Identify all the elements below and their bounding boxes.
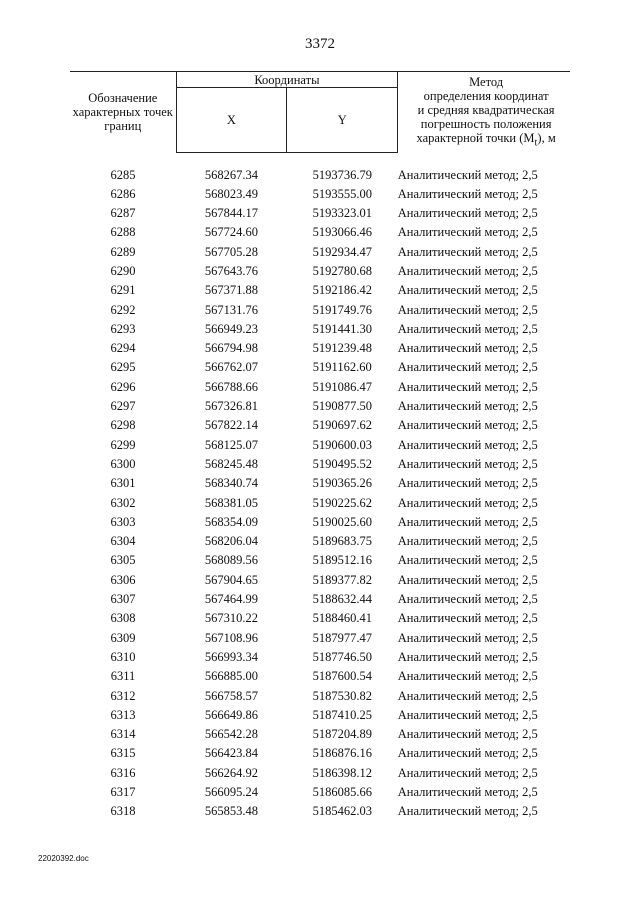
y-coordinate: 5190877.50: [312, 399, 372, 414]
table-body: [70, 153, 570, 822]
header-method-line: погрешность положения: [420, 116, 552, 131]
x-coordinate: 566095.24: [204, 785, 258, 799]
x-coordinate: 568206.04: [204, 534, 258, 549]
header-x: X: [176, 88, 287, 153]
method-value: Аналитический метод; 2,5: [397, 688, 538, 703]
header-method-line: [402, 131, 570, 151]
method-value: Аналитический метод; 2,5: [397, 514, 538, 529]
x-coordinate: 566649.86: [204, 707, 258, 722]
table-row: [70, 243, 570, 262]
point-number: 6311: [110, 669, 136, 684]
method-value: Аналитический метод; 2,5: [397, 360, 538, 375]
point-number: 6300: [110, 456, 136, 471]
table-row: [70, 378, 570, 397]
x-coordinate: 567844.17: [204, 206, 258, 221]
method-value: Аналитический метод; 2,5: [397, 785, 538, 799]
y-coordinate: 5186398.12: [312, 765, 372, 780]
x-coordinate: 568354.09: [204, 514, 258, 529]
table-row: [70, 667, 570, 686]
table-row: [70, 783, 570, 802]
point-number: 6301: [110, 476, 136, 491]
point-number: 6298: [110, 418, 136, 433]
point-number: 6318: [110, 804, 136, 819]
method-value: Аналитический метод; 2,5: [397, 283, 538, 298]
table-row: [70, 416, 570, 435]
header-method-prefix: характерной точки (M: [416, 130, 535, 145]
x-coordinate: 568245.48: [204, 456, 258, 471]
table-row: [70, 397, 570, 416]
point-number: 6313: [110, 707, 136, 722]
x-coordinate: 567643.76: [204, 263, 258, 278]
table-row: [70, 744, 570, 763]
y-coordinate: 5191239.48: [312, 341, 372, 356]
table-row: [70, 609, 570, 628]
table-row: [70, 648, 570, 667]
y-coordinate: 5189512.16: [312, 553, 372, 568]
header-method-suffix: ), м: [537, 130, 556, 145]
point-number: 6285: [110, 167, 136, 182]
point-number: 6286: [110, 186, 136, 201]
x-coordinate: 566762.07: [204, 360, 258, 375]
y-coordinate: 5187977.47: [312, 630, 372, 645]
x-coordinate: 566423.84: [204, 746, 258, 761]
method-value: Аналитический метод; 2,5: [397, 399, 538, 414]
x-coordinate: 566885.00: [204, 669, 258, 684]
header-coordinates: Координаты: [176, 72, 398, 88]
y-coordinate: 5192186.42: [312, 283, 372, 298]
method-value: Аналитический метод; 2,5: [397, 244, 538, 259]
table-row: [70, 513, 570, 532]
x-coordinate: 567131.76: [204, 302, 258, 317]
point-number: 6293: [110, 321, 136, 336]
method-value: Аналитический метод; 2,5: [397, 669, 538, 684]
method-value: Аналитический метод; 2,5: [397, 746, 538, 761]
header-method-line: Метод: [469, 74, 504, 89]
point-number: 6310: [110, 649, 136, 664]
x-coordinate: 567904.65: [204, 572, 258, 587]
header-y: Y: [287, 88, 398, 153]
x-coordinate: 566758.57: [204, 688, 258, 703]
y-coordinate: 5190495.52: [312, 456, 372, 471]
x-coordinate: 566993.34: [204, 649, 258, 664]
y-coordinate: 5190697.62: [312, 418, 372, 433]
point-number: 6306: [110, 572, 136, 587]
method-value: Аналитический метод; 2,5: [397, 379, 538, 394]
y-coordinate: 5187410.25: [312, 707, 372, 722]
point-number: 6305: [110, 553, 136, 568]
y-coordinate: 5185462.03: [312, 804, 372, 819]
y-coordinate: 5191749.76: [312, 302, 372, 317]
coordinates-table: [70, 71, 570, 822]
method-value: Аналитический метод; 2,5: [397, 321, 538, 336]
x-coordinate: 568125.07: [204, 437, 258, 452]
y-coordinate: 5191162.60: [312, 360, 372, 375]
header-point-designation: Обозначение характерных точек границ: [70, 72, 176, 153]
table-row: [70, 474, 570, 493]
point-number: 6288: [110, 225, 136, 240]
method-value: Аналитический метод; 2,5: [397, 456, 538, 471]
table-row: [70, 764, 570, 783]
method-value: Аналитический метод; 2,5: [397, 495, 538, 510]
y-coordinate: 5189683.75: [312, 534, 372, 549]
method-value: Аналитический метод; 2,5: [397, 649, 538, 664]
y-coordinate: 5186876.16: [312, 746, 372, 761]
point-number: 6303: [110, 514, 136, 529]
point-number: 6289: [110, 244, 136, 259]
y-coordinate: 5192780.68: [312, 263, 372, 278]
method-value: Аналитический метод; 2,5: [397, 553, 538, 568]
table-row: [70, 301, 570, 320]
method-value: Аналитический метод; 2,5: [397, 341, 538, 356]
method-value: Аналитический метод; 2,5: [397, 611, 538, 626]
table-row: [70, 262, 570, 281]
table-row: [70, 339, 570, 358]
point-number: 6316: [110, 765, 136, 780]
y-coordinate: 5187204.89: [312, 727, 372, 742]
point-number: 6291: [110, 283, 136, 298]
x-coordinate: 567108.96: [204, 630, 258, 645]
table-header: [70, 72, 570, 153]
method-value: Аналитический метод; 2,5: [397, 263, 538, 278]
method-value: Аналитический метод; 2,5: [397, 534, 538, 549]
x-coordinate: 566794.98: [204, 341, 258, 356]
x-coordinate: 567705.28: [204, 244, 258, 259]
table-row: [70, 706, 570, 725]
x-coordinate: 566788.66: [204, 379, 258, 394]
point-number: 6314: [110, 727, 136, 742]
x-coordinate: 568023.49: [204, 186, 258, 201]
x-coordinate: 566264.92: [204, 765, 258, 780]
table-row: [70, 281, 570, 300]
x-coordinate: 567310.22: [204, 611, 258, 626]
point-number: 6309: [110, 630, 136, 645]
x-coordinate: 568267.34: [204, 167, 258, 182]
point-number: 6295: [110, 360, 136, 375]
y-coordinate: 5186085.66: [312, 785, 372, 799]
method-value: Аналитический метод; 2,5: [397, 225, 538, 240]
y-coordinate: 5187746.50: [312, 649, 372, 664]
y-coordinate: 5191086.47: [312, 379, 372, 394]
method-value: Аналитический метод; 2,5: [397, 186, 538, 201]
point-number: 6290: [110, 263, 136, 278]
point-number: 6287: [110, 206, 136, 221]
method-value: Аналитический метод; 2,5: [397, 592, 538, 607]
header-method: [398, 72, 570, 153]
method-value: Аналитический метод; 2,5: [397, 707, 538, 722]
y-coordinate: 5190025.60: [312, 514, 372, 529]
table-row: [70, 629, 570, 648]
point-number: 6297: [110, 399, 136, 414]
method-value: Аналитический метод; 2,5: [397, 437, 538, 452]
table-row: [70, 185, 570, 204]
table-row: [70, 725, 570, 744]
method-value: Аналитический метод; 2,5: [397, 206, 538, 221]
point-number: 6292: [110, 302, 136, 317]
x-coordinate: 568340.74: [204, 476, 258, 491]
method-value: Аналитический метод; 2,5: [397, 804, 538, 819]
point-number: 6296: [110, 379, 136, 394]
method-value: Аналитический метод; 2,5: [397, 476, 538, 491]
point-number: 6302: [110, 495, 136, 510]
method-value: Аналитический метод; 2,5: [397, 167, 538, 182]
y-coordinate: 5193555.00: [312, 186, 372, 201]
x-coordinate: 567326.81: [204, 399, 258, 414]
x-coordinate: 568381.05: [204, 495, 258, 510]
y-coordinate: 5190600.03: [312, 437, 372, 452]
y-coordinate: 5193323.01: [312, 206, 372, 221]
table-row: [70, 802, 570, 821]
table-row: [70, 204, 570, 223]
x-coordinate: 568089.56: [204, 553, 258, 568]
page-number: 3372: [305, 36, 335, 52]
table-row: [70, 551, 570, 570]
y-coordinate: 5192934.47: [312, 244, 372, 259]
x-coordinate: 567724.60: [204, 225, 258, 240]
table-row: [70, 436, 570, 455]
method-value: Аналитический метод; 2,5: [397, 572, 538, 587]
table-row: [70, 166, 570, 185]
table-row: [70, 571, 570, 590]
x-coordinate: 567371.88: [204, 283, 258, 298]
y-coordinate: 5190365.26: [312, 476, 372, 491]
spacer-row: [70, 153, 570, 166]
header-row-top: [70, 72, 570, 88]
header-method-subscript: t: [534, 137, 538, 148]
method-value: Аналитический метод; 2,5: [397, 418, 538, 433]
x-coordinate: 566542.28: [204, 727, 258, 742]
table-row: [70, 223, 570, 242]
method-value: Аналитический метод; 2,5: [397, 727, 538, 742]
method-value: Аналитический метод; 2,5: [397, 765, 538, 780]
y-coordinate: 5187530.82: [312, 688, 372, 703]
point-number: 6304: [110, 534, 136, 549]
y-coordinate: 5193066.46: [312, 225, 372, 240]
method-value: Аналитический метод; 2,5: [397, 630, 538, 645]
point-number: 6308: [110, 611, 136, 626]
y-coordinate: 5188460.41: [312, 611, 372, 626]
point-number: 6307: [110, 592, 136, 607]
table-row: [70, 687, 570, 706]
table-row: [70, 455, 570, 474]
y-coordinate: 5189377.82: [312, 572, 372, 587]
y-coordinate: 5193736.79: [312, 167, 372, 182]
y-coordinate: 5191441.30: [312, 321, 372, 336]
table-row: [70, 590, 570, 609]
point-number: 6317: [110, 785, 136, 799]
x-coordinate: 565853.48: [204, 804, 258, 819]
point-number: 6294: [110, 341, 136, 356]
method-value: Аналитический метод; 2,5: [397, 302, 538, 317]
y-coordinate: 5187600.54: [312, 669, 372, 684]
table-row: [70, 320, 570, 339]
table-row: [70, 532, 570, 551]
point-number: 6312: [110, 688, 136, 703]
header-method-line: и средняя квадратическая: [417, 102, 555, 117]
x-coordinate: 567464.99: [204, 592, 258, 607]
table-row: [70, 494, 570, 513]
x-coordinate: 567822.14: [204, 418, 258, 433]
point-number: 6299: [110, 437, 136, 452]
header-method-line: определения координат: [423, 88, 549, 103]
x-coordinate: 566949.23: [204, 321, 258, 336]
y-coordinate: 5190225.62: [312, 495, 372, 510]
point-number: 6315: [110, 746, 136, 761]
y-coordinate: 5188632.44: [312, 592, 372, 607]
document-filename: 22020392.doc: [38, 854, 89, 863]
table-row: [70, 358, 570, 377]
